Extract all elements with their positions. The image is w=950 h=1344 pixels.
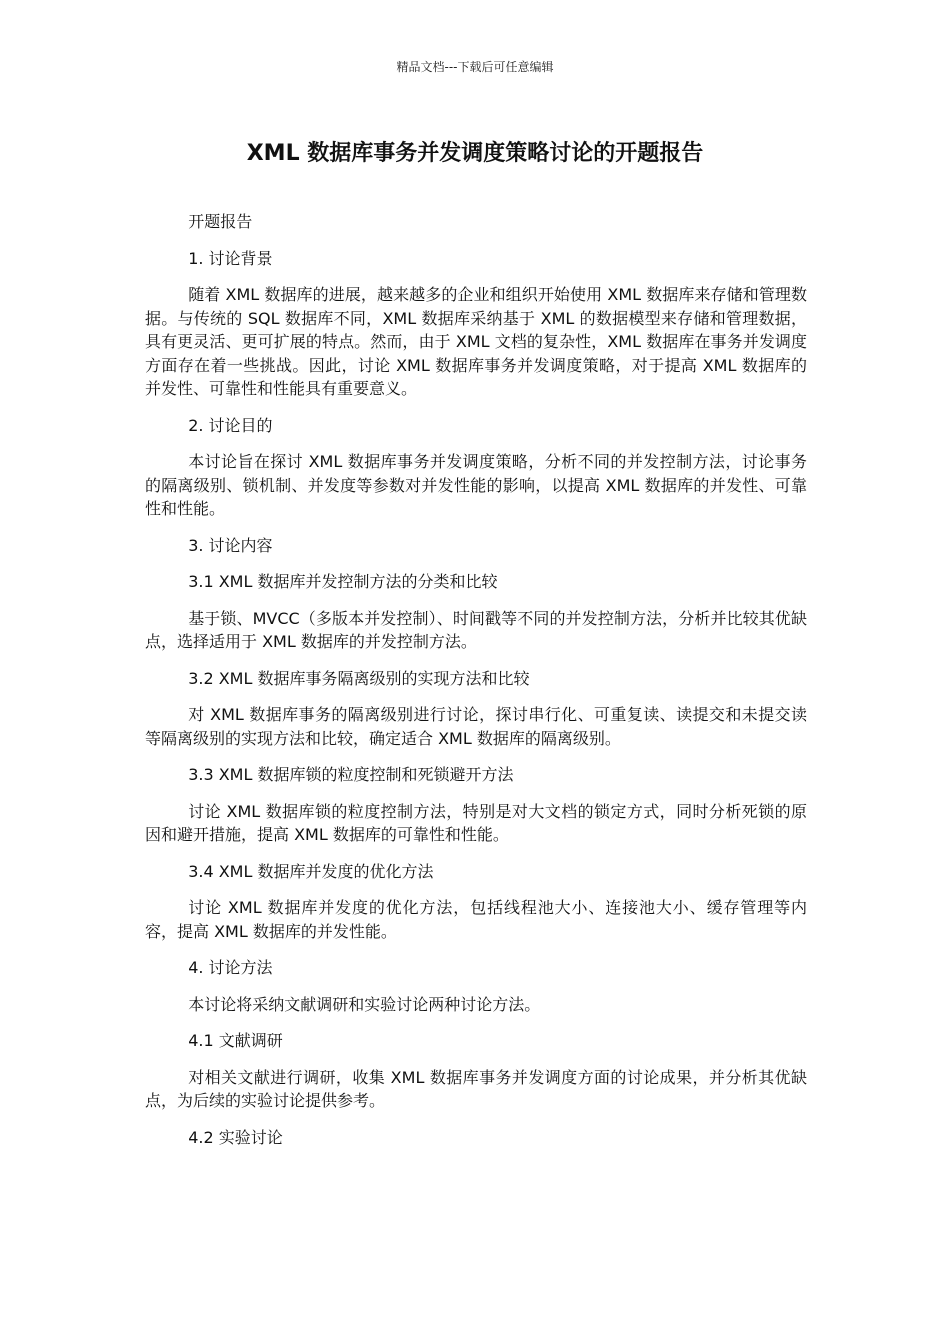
paragraph-3-3: 讨论 XML 数据库锁的粒度控制方法，特别是对大文档的锁定方式，同时分析死锁的原因和避开措施，提高 XML 数据库的可靠性和性能。 xyxy=(145,801,807,844)
subheading-3-1: 3.1 XML 数据库并发控制方法的分类和比较 xyxy=(188,572,498,591)
heading-content: 3. 讨论内容 xyxy=(188,535,273,555)
paragraph-method: 本讨论将采纳文献调研和实验讨论两种讨论方法。 xyxy=(188,994,541,1014)
paragraph-4-1: 对相关文献进行调研，收集 XML 数据库事务并发调度方面的讨论成果，并分析其优缺点，为后续的实验讨论提供参考。 xyxy=(145,1067,807,1110)
subheading-3-2: 3.2 XML 数据库事务隔离级别的实现方法和比较 xyxy=(188,668,530,688)
paragraph-report-label: 开题报告 xyxy=(188,212,253,231)
paragraph-3-4: 讨论 XML 数据库并发度的优化方法，包括线程池大小、连接池大小、缓存管理等内容，提高 XML 数据库的并发性能。 xyxy=(145,898,807,941)
heading-method: 4. 讨论方法 xyxy=(188,958,273,977)
page-header-note: 精品文档---下载后可任意编辑 xyxy=(396,60,554,74)
paragraph-purpose: 本讨论旨在探讨 XML 数据库事务并发调度策略，分析不同的并发控制方法，讨论事务的隔离级别、锁机制、并发度等参数对并发性能的影响，以提高 XML 数据库的并发性、可靠性和性能。 xyxy=(145,452,807,518)
subheading-4-1: 4.1 文献调研 xyxy=(188,1031,283,1050)
subheading-4-2: 4.2 实验讨论 xyxy=(188,1127,283,1147)
paragraph-3-2: 对 XML 数据库事务的隔离级别进行讨论，探讨串行化、可重复读、读提交和未提交读等隔离级别的实现方法和比较，确定适合 XML 数据库的隔离级别。 xyxy=(145,705,807,748)
heading-purpose: 2. 讨论目的 xyxy=(188,415,273,435)
subheading-3-3: 3.3 XML 数据库锁的粒度控制和死锁避开方法 xyxy=(188,765,514,784)
heading-background: 1. 讨论背景 xyxy=(188,248,273,268)
subheading-3-4: 3.4 XML 数据库并发度的优化方法 xyxy=(188,861,434,881)
paragraph-3-1: 基于锁、MVCC（多版本并发控制）、时间戳等不同的并发控制方法，分析并比较其优缺点，选择适用于 XML 数据库的并发控制方法。 xyxy=(145,608,807,651)
document-body xyxy=(145,210,807,1162)
document-title: XML 数据库事务并发调度策略讨论的开题报告 xyxy=(246,141,704,166)
paragraph-background: 随着 XML 数据库的进展，越来越多的企业和组织开始使用 XML 数据库来存储和管理数据。与传统的 SQL 数据库不同，XML 数据库采纳基于 XML 的数据模型来存储和管理数据，具有更灵活、更可扩展的特点。然而，由于 XML 文档的复杂性，XML 数据库在事务并发调度方面存在着一些挑战。因此，讨论 XML 数据库事务并发调度策略，对于提高 XML 数据库的并发性、可靠性和性能具有重要意义。 xyxy=(145,285,807,398)
